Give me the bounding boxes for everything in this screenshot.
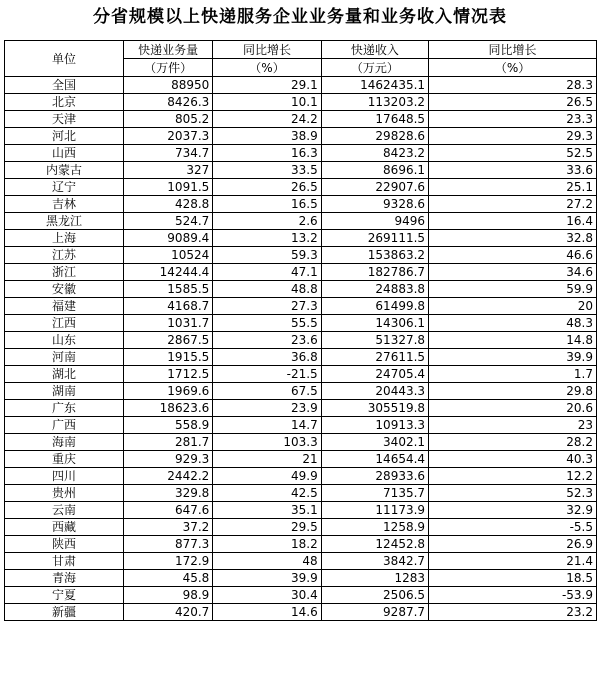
cell-unit: 湖北 <box>5 366 124 383</box>
table-row <box>5 604 597 621</box>
cell-revenue-growth: 52.3 <box>429 485 597 502</box>
cell-unit: 北京 <box>5 94 124 111</box>
table-row <box>5 128 597 145</box>
cell-revenue: 3402.1 <box>321 434 428 451</box>
header-volume: 快递业务量 <box>124 41 213 59</box>
cell-revenue: 10913.3 <box>321 417 428 434</box>
cell-revenue: 182786.7 <box>321 264 428 281</box>
cell-volume-growth: 13.2 <box>213 230 321 247</box>
cell-unit: 陕西 <box>5 536 124 553</box>
cell-revenue-growth: 39.9 <box>429 349 597 366</box>
cell-revenue-growth: 18.5 <box>429 570 597 587</box>
header-volume-growth-unit: （%） <box>213 59 321 77</box>
cell-unit: 全国 <box>5 77 124 94</box>
cell-revenue-growth: 25.1 <box>429 179 597 196</box>
table-row <box>5 349 597 366</box>
cell-volume: 1031.7 <box>124 315 213 332</box>
cell-volume: 4168.7 <box>124 298 213 315</box>
cell-revenue: 27611.5 <box>321 349 428 366</box>
cell-revenue-growth: 33.6 <box>429 162 597 179</box>
cell-unit: 浙江 <box>5 264 124 281</box>
cell-revenue-growth: 52.5 <box>429 145 597 162</box>
cell-revenue: 20443.3 <box>321 383 428 400</box>
cell-volume-growth: 21 <box>213 451 321 468</box>
cell-revenue-growth: 28.3 <box>429 77 597 94</box>
cell-volume: 98.9 <box>124 587 213 604</box>
cell-unit: 海南 <box>5 434 124 451</box>
cell-volume: 929.3 <box>124 451 213 468</box>
cell-revenue-growth: 20 <box>429 298 597 315</box>
cell-revenue: 24705.4 <box>321 366 428 383</box>
cell-unit: 山东 <box>5 332 124 349</box>
cell-revenue-growth: 23.2 <box>429 604 597 621</box>
cell-revenue-growth: 26.5 <box>429 94 597 111</box>
cell-revenue: 1283 <box>321 570 428 587</box>
cell-volume: 9089.4 <box>124 230 213 247</box>
cell-revenue-growth: 40.3 <box>429 451 597 468</box>
table-row <box>5 77 597 94</box>
cell-revenue: 1462435.1 <box>321 77 428 94</box>
cell-revenue: 17648.5 <box>321 111 428 128</box>
cell-unit: 安徽 <box>5 281 124 298</box>
cell-unit: 江苏 <box>5 247 124 264</box>
cell-revenue: 1258.9 <box>321 519 428 536</box>
header-revenue-unit: （万元） <box>321 59 428 77</box>
cell-volume-growth: 29.1 <box>213 77 321 94</box>
cell-revenue-growth: 16.4 <box>429 213 597 230</box>
table-row <box>5 519 597 536</box>
table-row <box>5 332 597 349</box>
table-row <box>5 451 597 468</box>
cell-volume: 18623.6 <box>124 400 213 417</box>
table-row <box>5 196 597 213</box>
cell-volume: 2867.5 <box>124 332 213 349</box>
cell-unit: 天津 <box>5 111 124 128</box>
table-row <box>5 536 597 553</box>
cell-unit: 上海 <box>5 230 124 247</box>
cell-revenue: 22907.6 <box>321 179 428 196</box>
table-row <box>5 417 597 434</box>
cell-volume-growth: 16.5 <box>213 196 321 213</box>
cell-volume-growth: 33.5 <box>213 162 321 179</box>
cell-revenue-growth: 12.2 <box>429 468 597 485</box>
cell-revenue-growth: 20.6 <box>429 400 597 417</box>
header-unit: 单位 <box>5 41 124 77</box>
cell-revenue: 24883.8 <box>321 281 428 298</box>
cell-revenue: 3842.7 <box>321 553 428 570</box>
cell-revenue-growth: 34.6 <box>429 264 597 281</box>
cell-volume: 37.2 <box>124 519 213 536</box>
cell-unit: 重庆 <box>5 451 124 468</box>
cell-volume-growth: 10.1 <box>213 94 321 111</box>
cell-revenue: 7135.7 <box>321 485 428 502</box>
cell-volume: 558.9 <box>124 417 213 434</box>
table-row <box>5 179 597 196</box>
cell-revenue: 12452.8 <box>321 536 428 553</box>
cell-revenue-growth: 32.8 <box>429 230 597 247</box>
cell-revenue: 9287.7 <box>321 604 428 621</box>
cell-revenue-growth: 21.4 <box>429 553 597 570</box>
cell-volume-growth: 29.5 <box>213 519 321 536</box>
cell-unit: 西藏 <box>5 519 124 536</box>
table-row <box>5 298 597 315</box>
cell-volume-growth: 14.6 <box>213 604 321 621</box>
table-row <box>5 570 597 587</box>
cell-volume: 1915.5 <box>124 349 213 366</box>
cell-volume-growth: -21.5 <box>213 366 321 383</box>
table-row <box>5 111 597 128</box>
cell-volume: 14244.4 <box>124 264 213 281</box>
cell-volume: 2037.3 <box>124 128 213 145</box>
cell-unit: 吉林 <box>5 196 124 213</box>
table-row <box>5 247 597 264</box>
cell-volume-growth: 18.2 <box>213 536 321 553</box>
table-header <box>5 41 597 77</box>
cell-volume-growth: 23.6 <box>213 332 321 349</box>
table-row <box>5 434 597 451</box>
cell-volume: 45.8 <box>124 570 213 587</box>
cell-unit: 青海 <box>5 570 124 587</box>
cell-volume-growth: 48 <box>213 553 321 570</box>
cell-volume-growth: 24.2 <box>213 111 321 128</box>
cell-volume: 805.2 <box>124 111 213 128</box>
cell-volume: 428.8 <box>124 196 213 213</box>
cell-unit: 内蒙古 <box>5 162 124 179</box>
cell-volume: 172.9 <box>124 553 213 570</box>
table-row <box>5 502 597 519</box>
cell-unit: 福建 <box>5 298 124 315</box>
cell-volume-growth: 30.4 <box>213 587 321 604</box>
cell-revenue: 2506.5 <box>321 587 428 604</box>
cell-revenue: 11173.9 <box>321 502 428 519</box>
cell-volume-growth: 35.1 <box>213 502 321 519</box>
cell-volume: 10524 <box>124 247 213 264</box>
table-row <box>5 264 597 281</box>
cell-volume-growth: 2.6 <box>213 213 321 230</box>
cell-unit: 河南 <box>5 349 124 366</box>
cell-volume: 327 <box>124 162 213 179</box>
cell-revenue: 14306.1 <box>321 315 428 332</box>
cell-revenue-growth: 23.3 <box>429 111 597 128</box>
cell-unit: 河北 <box>5 128 124 145</box>
cell-unit: 甘肃 <box>5 553 124 570</box>
data-table <box>4 40 597 621</box>
cell-revenue-growth: 29.8 <box>429 383 597 400</box>
cell-volume: 734.7 <box>124 145 213 162</box>
cell-revenue-growth: 26.9 <box>429 536 597 553</box>
cell-volume: 281.7 <box>124 434 213 451</box>
cell-volume: 647.6 <box>124 502 213 519</box>
cell-volume-growth: 67.5 <box>213 383 321 400</box>
cell-volume-growth: 55.5 <box>213 315 321 332</box>
cell-volume-growth: 36.8 <box>213 349 321 366</box>
cell-volume: 1712.5 <box>124 366 213 383</box>
cell-unit: 新疆 <box>5 604 124 621</box>
cell-revenue: 8696.1 <box>321 162 428 179</box>
cell-unit: 四川 <box>5 468 124 485</box>
cell-revenue-growth: 29.3 <box>429 128 597 145</box>
header-revenue: 快递收入 <box>321 41 428 59</box>
cell-revenue-growth: 27.2 <box>429 196 597 213</box>
cell-revenue-growth: 46.6 <box>429 247 597 264</box>
cell-unit: 贵州 <box>5 485 124 502</box>
table-row <box>5 383 597 400</box>
cell-revenue: 9328.6 <box>321 196 428 213</box>
cell-volume-growth: 14.7 <box>213 417 321 434</box>
cell-volume-growth: 48.8 <box>213 281 321 298</box>
cell-volume: 8426.3 <box>124 94 213 111</box>
cell-revenue: 29828.6 <box>321 128 428 145</box>
cell-volume: 329.8 <box>124 485 213 502</box>
page-title: 分省规模以上快递服务企业业务量和业务收入情况表 <box>93 7 507 27</box>
cell-revenue-growth: 48.3 <box>429 315 597 332</box>
cell-volume: 1969.6 <box>124 383 213 400</box>
cell-revenue: 14654.4 <box>321 451 428 468</box>
cell-unit: 山西 <box>5 145 124 162</box>
cell-revenue: 113203.2 <box>321 94 428 111</box>
cell-unit: 广西 <box>5 417 124 434</box>
cell-revenue: 9496 <box>321 213 428 230</box>
cell-unit: 广东 <box>5 400 124 417</box>
cell-volume: 88950 <box>124 77 213 94</box>
cell-volume-growth: 49.9 <box>213 468 321 485</box>
table-row <box>5 230 597 247</box>
table-row <box>5 162 597 179</box>
cell-revenue-growth: 14.8 <box>429 332 597 349</box>
cell-revenue-growth: 28.2 <box>429 434 597 451</box>
cell-unit: 黑龙江 <box>5 213 124 230</box>
cell-revenue: 153863.2 <box>321 247 428 264</box>
header-revenue-growth: 同比增长 <box>429 41 597 59</box>
table-row <box>5 587 597 604</box>
cell-unit: 宁夏 <box>5 587 124 604</box>
cell-volume: 420.7 <box>124 604 213 621</box>
cell-volume: 1585.5 <box>124 281 213 298</box>
cell-revenue-growth: 23 <box>429 417 597 434</box>
cell-volume-growth: 42.5 <box>213 485 321 502</box>
table-row <box>5 553 597 570</box>
cell-revenue-growth: 32.9 <box>429 502 597 519</box>
cell-revenue: 8423.2 <box>321 145 428 162</box>
table-row <box>5 366 597 383</box>
cell-revenue: 28933.6 <box>321 468 428 485</box>
table-row <box>5 485 597 502</box>
header-revenue-growth-unit: （%） <box>429 59 597 77</box>
cell-volume-growth: 59.3 <box>213 247 321 264</box>
table-row <box>5 213 597 230</box>
cell-volume-growth: 16.3 <box>213 145 321 162</box>
cell-revenue-growth: -5.5 <box>429 519 597 536</box>
table-row <box>5 315 597 332</box>
cell-volume-growth: 27.3 <box>213 298 321 315</box>
cell-volume: 2442.2 <box>124 468 213 485</box>
cell-volume-growth: 38.9 <box>213 128 321 145</box>
cell-revenue: 305519.8 <box>321 400 428 417</box>
cell-revenue-growth: 59.9 <box>429 281 597 298</box>
cell-revenue: 61499.8 <box>321 298 428 315</box>
header-volume-unit: （万件） <box>124 59 213 77</box>
cell-unit: 江西 <box>5 315 124 332</box>
table-row <box>5 94 597 111</box>
cell-volume-growth: 103.3 <box>213 434 321 451</box>
cell-volume: 1091.5 <box>124 179 213 196</box>
table-row <box>5 145 597 162</box>
cell-volume: 524.7 <box>124 213 213 230</box>
table-row <box>5 400 597 417</box>
cell-volume-growth: 47.1 <box>213 264 321 281</box>
cell-volume-growth: 26.5 <box>213 179 321 196</box>
table-row <box>5 468 597 485</box>
cell-unit: 湖南 <box>5 383 124 400</box>
cell-revenue: 51327.8 <box>321 332 428 349</box>
cell-volume-growth: 39.9 <box>213 570 321 587</box>
cell-volume: 877.3 <box>124 536 213 553</box>
cell-revenue-growth: -53.9 <box>429 587 597 604</box>
cell-unit: 云南 <box>5 502 124 519</box>
cell-revenue: 269111.5 <box>321 230 428 247</box>
cell-revenue-growth: 1.7 <box>429 366 597 383</box>
table-row <box>5 281 597 298</box>
cell-volume-growth: 23.9 <box>213 400 321 417</box>
table-body <box>5 77 597 621</box>
cell-unit: 辽宁 <box>5 179 124 196</box>
header-volume-growth: 同比增长 <box>213 41 321 59</box>
